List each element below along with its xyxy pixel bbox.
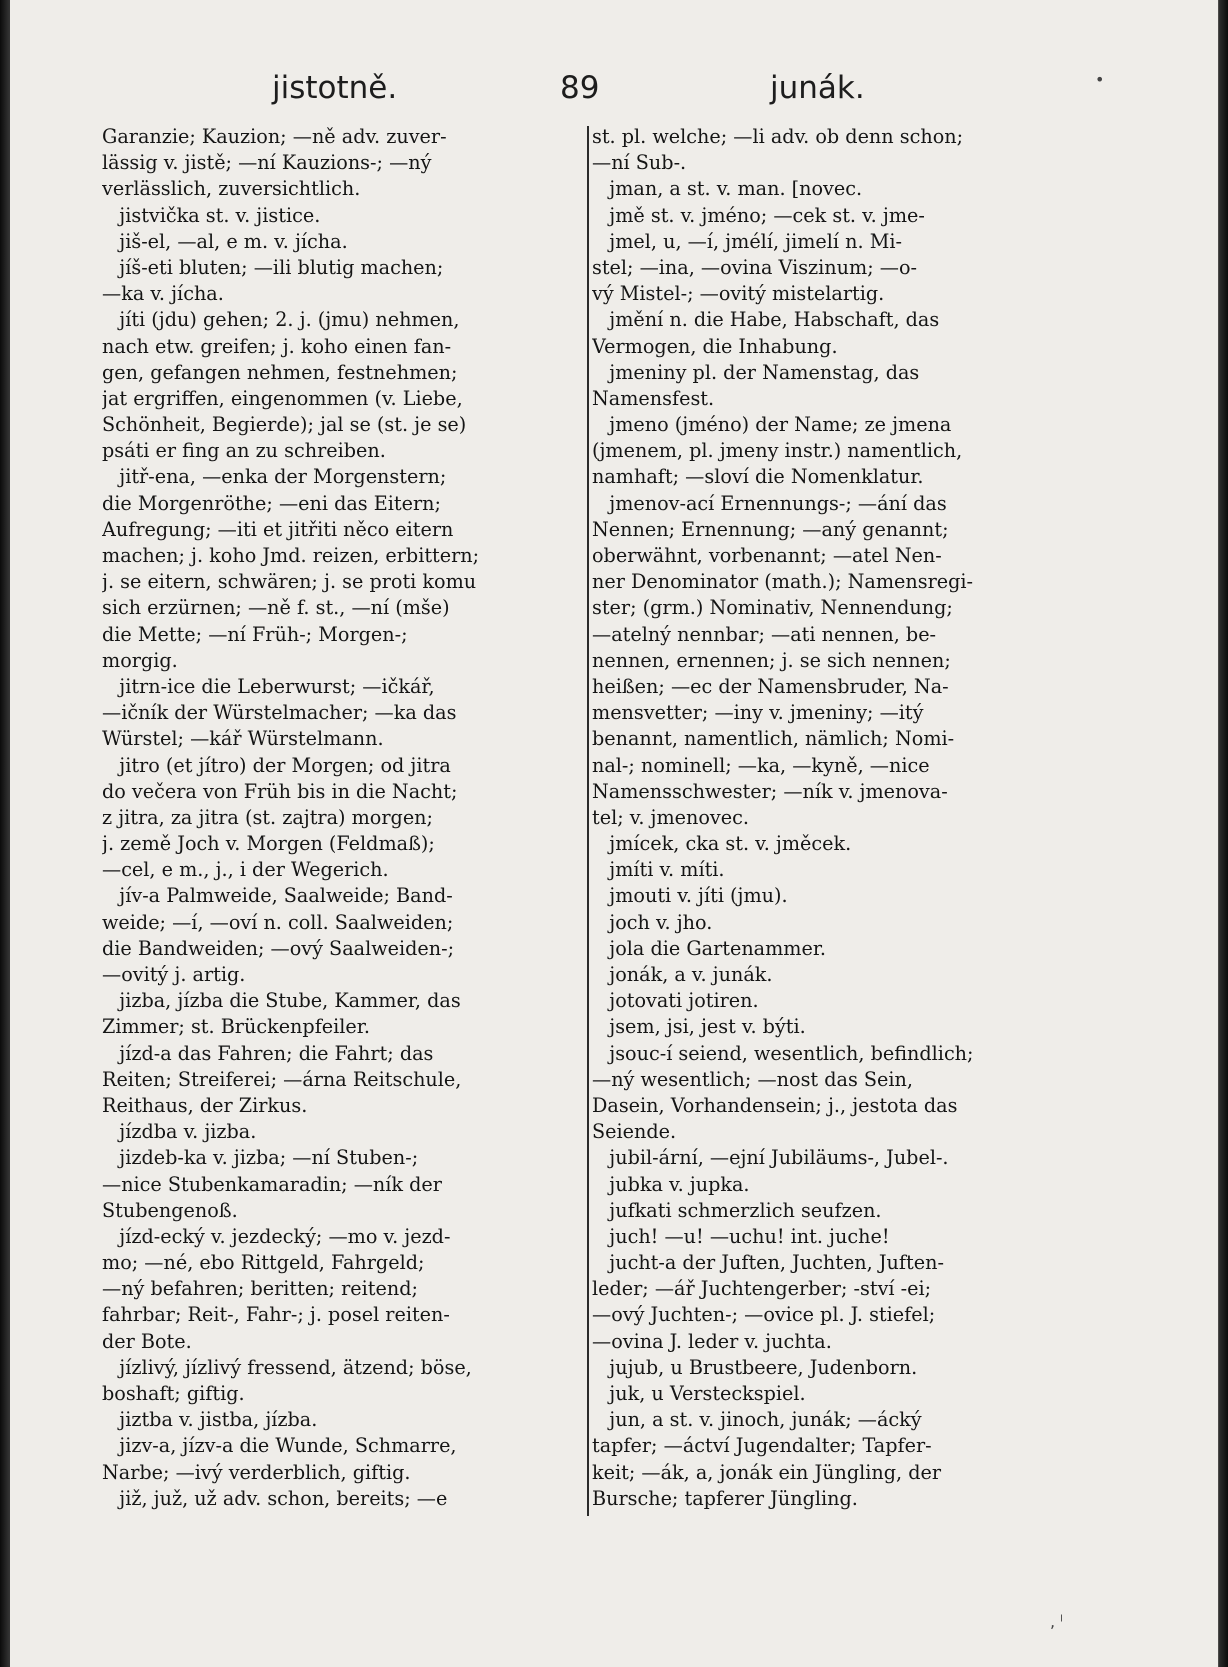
- entry-line: jman, a st. v. man. [novec.: [609, 177, 863, 201]
- entry-line: jizv-a, jízv-a die Wunde, Schmarre,: [119, 1434, 457, 1458]
- entry-line: tapfer; —áctví Jugendalter; Tapfer-: [592, 1434, 932, 1458]
- entry-line: boshaft; giftig.: [102, 1382, 245, 1405]
- entry-line: jujub, u Brustbeere, Judenborn.: [609, 1355, 918, 1379]
- entry-line: jmeniny pl. der Namenstag, das: [609, 360, 920, 384]
- entry-line: —ovitý j. artig.: [102, 963, 246, 986]
- entry-line: nach etw. greifen; j. koho einen fan-: [102, 334, 452, 358]
- entry-line: jiztba v. jistba, jízba.: [119, 1408, 318, 1432]
- entry-line: jucht-a der Juften, Juchten, Juften-: [609, 1251, 944, 1275]
- entry-line: gen, gefangen nehmen, festnehmen;: [102, 360, 458, 384]
- entry-line: do večera von Früh bis in die Nacht;: [102, 779, 458, 803]
- entry-line: —nice Stubenkamaradin; —ník der: [102, 1172, 442, 1196]
- entry-line: vý Mistel-; —ovitý mistelartig.: [592, 282, 885, 306]
- entry-line: jola die Gartenammer.: [609, 936, 827, 960]
- entry-line: Garanzie; Kauzion; —ně adv. zuver-: [102, 125, 447, 148]
- entry-line: juch! —u! —uchu! int. juche!: [609, 1224, 890, 1248]
- entry-line: jmel, u, —í, jmélí, jimelí n. Mi-: [609, 229, 902, 253]
- entry-line: Aufregung; —iti et jitřiti něco eitern: [102, 517, 454, 541]
- entry-line: j. se eitern, schwären; j. se proti komu: [102, 570, 477, 594]
- entry-line: verlässlich, zuversichtlich.: [102, 177, 361, 201]
- entry-line: jív-a Palmweide, Saalweide; Band-: [119, 884, 453, 908]
- entry-line: jmění n. die Habe, Habschaft, das: [609, 308, 940, 332]
- entry-line: jíti (jdu) gehen; 2. j. (jmu) nehmen,: [119, 308, 460, 332]
- entry-line: —ný wesentlich; —nost das Sein,: [592, 1067, 913, 1091]
- entry-line: Vermogen, die Inhabung.: [592, 334, 838, 358]
- entry-line: jmouti v. jíti (jmu).: [609, 884, 788, 908]
- entry-line: Reiten; Streiferei; —árna Reitschule,: [102, 1067, 462, 1091]
- entry-line: jiš-el, —al, e m. v. jícha.: [119, 229, 348, 253]
- entry-line: Namensschwester; —ník v. jmenova-: [592, 779, 948, 803]
- entry-line: Bursche; tapferer Jüngling.: [592, 1486, 858, 1510]
- entry-line: machen; j. koho Jmd. reizen, erbittern;: [102, 544, 480, 567]
- entry-line: Dasein, Vorhandensein; j., jestota das: [592, 1093, 958, 1117]
- entry-line: nal-; nominell; —ka, —kyně, —nice: [592, 753, 930, 777]
- entry-line: die Mette; —ní Früh-; Morgen-;: [102, 622, 408, 646]
- entry-line: jmícek, cka st. v. jměcek.: [609, 832, 852, 856]
- entry-line: mensvetter; —iny v. jmeniny; —itý: [592, 701, 924, 725]
- entry-line: namhaft; —sloví die Nomenklatur.: [592, 465, 924, 489]
- entry-line: jsouc-í seiend, wesentlich, befindlich;: [609, 1041, 974, 1065]
- entry-line: sich erzürnen; —ně f. st., —ní (mše): [102, 596, 450, 620]
- entry-line: der Bote.: [102, 1329, 192, 1353]
- entry-line: fahrbar; Reit-, Fahr-; j. posel reiten-: [102, 1303, 450, 1327]
- column-divider: [587, 126, 589, 1516]
- entry-line: weide; —í, —oví n. coll. Saalweiden;: [102, 910, 454, 934]
- entry-line: jitrn-ice die Leberwurst; —ičkář,: [119, 674, 435, 698]
- speck-mark: •: [1095, 70, 1105, 89]
- speck-mark: , ˡ: [1050, 1612, 1063, 1631]
- entry-line: z jitra, za jitra (st. zajtra) morgen;: [102, 805, 433, 829]
- entry-line: tel; v. jmenovec.: [592, 805, 749, 829]
- entry-line: —ičník der Würstelmacher; —ka das: [102, 701, 457, 725]
- entry-line: joch v. jho.: [609, 910, 713, 934]
- entry-line: —ový Juchten-; —ovice pl. J. stiefel;: [592, 1303, 936, 1327]
- entry-line: jitř-ena, —enka der Morgenstern;: [119, 465, 447, 489]
- page-number: 89: [560, 70, 600, 106]
- entry-line: —cel, e m., j., i der Wegerich.: [102, 858, 389, 882]
- entry-line: jízdba v. jizba.: [119, 1120, 257, 1144]
- entry-line: jonák, a v. junák.: [609, 963, 773, 986]
- entry-line: jizdeb-ka v. jizba; —ní Stuben-;: [119, 1146, 419, 1170]
- entry-line: stel; —ina, —ovina Viszinum; —o-: [592, 255, 917, 279]
- header-left-headword: jistotně.: [272, 70, 398, 106]
- entry-line: lässig v. jistě; —ní Kauzions-; —ný: [102, 151, 432, 175]
- dictionary-page: [10, 0, 1218, 1667]
- entry-line: mo; —né, ebo Rittgeld, Fahrgeld;: [102, 1251, 425, 1275]
- entry-line: heißen; —ec der Namensbruder, Na-: [592, 674, 949, 698]
- entry-line: Zimmer; st. Brückenpfeiler.: [102, 1015, 370, 1039]
- entry-line: Seiende.: [592, 1120, 677, 1144]
- entry-line: morgig.: [102, 648, 178, 672]
- entry-line: —ný befahren; beritten; reitend;: [102, 1277, 418, 1301]
- header-right-headword: junák.: [770, 70, 865, 106]
- entry-line: Schönheit, Begierde); jal se (st. je se): [102, 413, 467, 437]
- entry-line: jubil-ární, —ejní Jubiläums-, Jubel-.: [609, 1146, 949, 1170]
- running-header: [10, 70, 1218, 120]
- entry-line: juk, u Versteckspiel.: [609, 1382, 806, 1405]
- entry-line: jotovati jotiren.: [609, 989, 759, 1013]
- entry-line: jízlivý, jízlivý fressend, ätzend; böse,: [119, 1355, 472, 1379]
- entry-line: —ka v. jícha.: [102, 282, 224, 306]
- entry-line: Würstel; —kář Würstelmann.: [102, 727, 384, 751]
- entry-line: jsem, jsi, jest v. býti.: [609, 1015, 806, 1039]
- entry-line: (jmenem, pl. jmeny instr.) namentlich,: [592, 439, 963, 463]
- entry-line: jmenov-ací Ernennungs-; —ání das: [609, 491, 947, 515]
- entry-line: jmeno (jméno) der Name; ze jmena: [609, 413, 952, 437]
- entry-line: st. pl. welche; —li adv. ob denn schon;: [592, 125, 964, 148]
- entry-line: jízd-a das Fahren; die Fahrt; das: [119, 1041, 434, 1065]
- entry-line: psáti er fing an zu schreiben.: [102, 439, 386, 463]
- entry-line: jmíti v. míti.: [609, 858, 725, 882]
- entry-line: nennen, ernennen; j. se sich nennen;: [592, 648, 951, 672]
- entry-line: jíš-eti bluten; —ili blutig machen;: [119, 255, 444, 279]
- entry-line: Reithaus, der Zirkus.: [102, 1093, 308, 1117]
- entry-line: keit; —ák, a, jonák ein Jüngling, der: [592, 1460, 942, 1484]
- entry-line: —ovina J. leder v. juchta.: [592, 1329, 832, 1353]
- entry-line: Nennen; Ernennung; —aný genannt;: [592, 517, 949, 541]
- entry-line: jat ergriffen, eingenommen (v. Liebe,: [102, 386, 463, 410]
- entry-line: jízd-ecký v. jezdecký; —mo v. jezd-: [119, 1224, 451, 1248]
- right-column: [592, 124, 1062, 1512]
- entry-line: j. země Joch v. Morgen (Feldmaß);: [102, 832, 435, 856]
- entry-line: benannt, namentlich, nämlich; Nomi-: [592, 727, 955, 751]
- entry-line: die Bandweiden; —ový Saalweiden-;: [102, 936, 455, 960]
- entry-line: jun, a st. v. jinoch, junák; —ácký: [609, 1408, 922, 1432]
- entry-line: leder; —ář Juchtengerber; -ství -ei;: [592, 1277, 932, 1301]
- entry-line: oberwähnt, vorbenannt; —atel Nen-: [592, 544, 942, 567]
- entry-line: Stubengenoß.: [102, 1198, 238, 1222]
- left-column: [102, 124, 572, 1512]
- entry-line: jufkati schmerzlich seufzen.: [609, 1198, 882, 1222]
- entry-line: Namensfest.: [592, 386, 715, 410]
- entry-line: ner Denominator (math.); Namensregi-: [592, 570, 974, 594]
- entry-line: —atelný nennbar; —ati nennen, be-: [592, 622, 937, 646]
- entry-line: ster; (grm.) Nominativ, Nennendung;: [592, 596, 953, 620]
- entry-line: jmě st. v. jméno; —cek st. v. jme-: [609, 203, 925, 227]
- entry-line: jizba, jízba die Stube, Kammer, das: [119, 989, 461, 1013]
- entry-line: die Morgenröthe; —eni das Eitern;: [102, 491, 441, 515]
- entry-line: již, juž, už adv. schon, bereits; —e: [119, 1486, 448, 1510]
- entry-line: jitro (et jítro) der Morgen; od jitra: [119, 753, 451, 777]
- entry-line: Narbe; —ivý verderblich, giftig.: [102, 1460, 411, 1484]
- entry-line: jistvička st. v. jistice.: [119, 203, 321, 227]
- entry-line: —ní Sub-.: [592, 151, 687, 175]
- entry-line: jubka v. jupka.: [609, 1172, 750, 1196]
